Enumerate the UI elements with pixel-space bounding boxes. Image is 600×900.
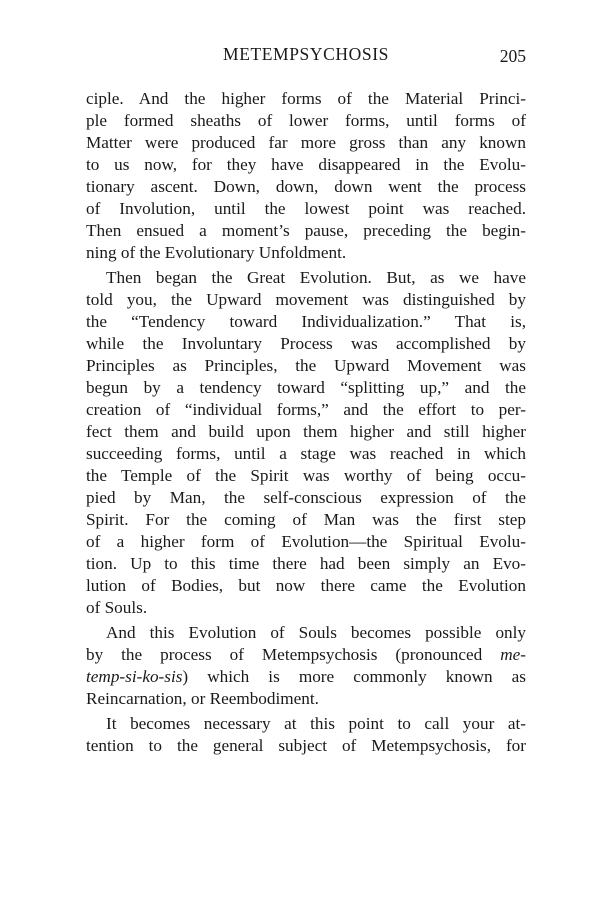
text-line-content: fect them and build upon them higher and still higher	[86, 422, 526, 441]
text-line	[86, 154, 526, 176]
text-line	[86, 713, 526, 735]
text-line-content: creation of “individual forms,” and the effort to per-	[86, 400, 526, 419]
body-text	[86, 88, 526, 757]
text-line	[86, 575, 526, 597]
text-line	[86, 421, 526, 443]
text-line	[86, 553, 526, 575]
text-line-content: Principles as Principles, the Upward Movement was	[86, 356, 526, 375]
text-line	[86, 220, 526, 242]
running-title: METEMPSYCHOSIS	[223, 44, 389, 64]
text-line-content: the “Tendency toward Individualization.” That is,	[86, 312, 526, 331]
page-number: 205	[499, 46, 526, 66]
text-line-content: while the Involuntary Process was accomplished by	[86, 334, 526, 353]
text-line	[86, 443, 526, 465]
text-line	[86, 198, 526, 220]
text-line-content: tionary ascent. Down, down, down went the process	[86, 177, 526, 196]
text-line-content: by the process of Metempsychosis (pronounced	[86, 645, 501, 664]
text-line-content: lution of Bodies, but now there came the Evolution	[86, 576, 526, 595]
text-line	[86, 597, 526, 619]
text-line-content: of Involution, until the lowest point was reached.	[86, 199, 526, 218]
text-line	[86, 688, 526, 710]
text-line	[86, 509, 526, 531]
text-line	[86, 622, 526, 644]
text-line-content: the Temple of the Spirit was worthy of being occu-	[86, 466, 526, 485]
text-line	[86, 242, 526, 264]
text-line	[86, 399, 526, 421]
italic-pronunciation: temp-si-ko-sis	[86, 667, 183, 686]
text-line-content: begun by a tendency toward “splitting up,” and the	[86, 378, 526, 397]
text-line	[86, 377, 526, 399]
text-line-content: ciple. And the higher forms of the Material Princi-	[86, 89, 526, 108]
text-line	[86, 487, 526, 509]
text-line	[86, 355, 526, 377]
text-line	[86, 666, 526, 688]
text-line	[86, 531, 526, 553]
text-line-content: pied by Man, the self-conscious expression of the	[86, 488, 526, 507]
text-line-content: tention to the general subject of Metempsychosis, for	[86, 736, 526, 755]
text-line	[86, 267, 526, 289]
text-line	[86, 333, 526, 355]
text-line-content: tion. Up to this time there had been simply an Evo-	[86, 554, 526, 573]
text-line	[86, 88, 526, 110]
running-head	[86, 44, 526, 70]
text-line	[86, 735, 526, 757]
text-line-content: Spirit. For the coming of Man was the first step	[86, 510, 526, 529]
text-line-content: succeeding forms, until a stage was reached in which	[86, 444, 526, 463]
text-line	[86, 644, 526, 666]
text-line-content: told you, the Upward movement was distinguished by	[86, 290, 526, 309]
text-line	[86, 289, 526, 311]
text-line	[86, 110, 526, 132]
text-line-content: to us now, for they have disappeared in the Evolu-	[86, 155, 526, 174]
text-line-content: And this Evolution of Souls becomes possible only	[106, 623, 526, 642]
text-line-content: It becomes necessary at this point to call your at-	[106, 714, 526, 733]
text-line	[86, 176, 526, 198]
text-line-content: ple formed sheaths of lower forms, until forms of	[86, 111, 526, 130]
text-line-content: ) which is more commonly known as	[182, 667, 526, 686]
text-line-content: Then ensued a moment’s pause, preceding the begin-	[86, 221, 526, 240]
text-line	[86, 465, 526, 487]
text-line	[86, 311, 526, 333]
text-line-content: Reincarnation, or Reembodiment.	[86, 689, 319, 708]
text-line-content: of Souls.	[86, 598, 148, 617]
text-line-content: Then began the Great Evolution. But, as we have	[106, 268, 526, 287]
text-line-content: ning of the Evolutionary Unfoldment.	[86, 243, 347, 262]
text-line-content: of a higher form of Evolution—the Spiritual Evolu-	[86, 532, 526, 551]
text-line	[86, 132, 526, 154]
italic-pronunciation: me-	[500, 645, 526, 664]
text-line-content: Matter were produced far more gross than any known	[86, 133, 526, 152]
